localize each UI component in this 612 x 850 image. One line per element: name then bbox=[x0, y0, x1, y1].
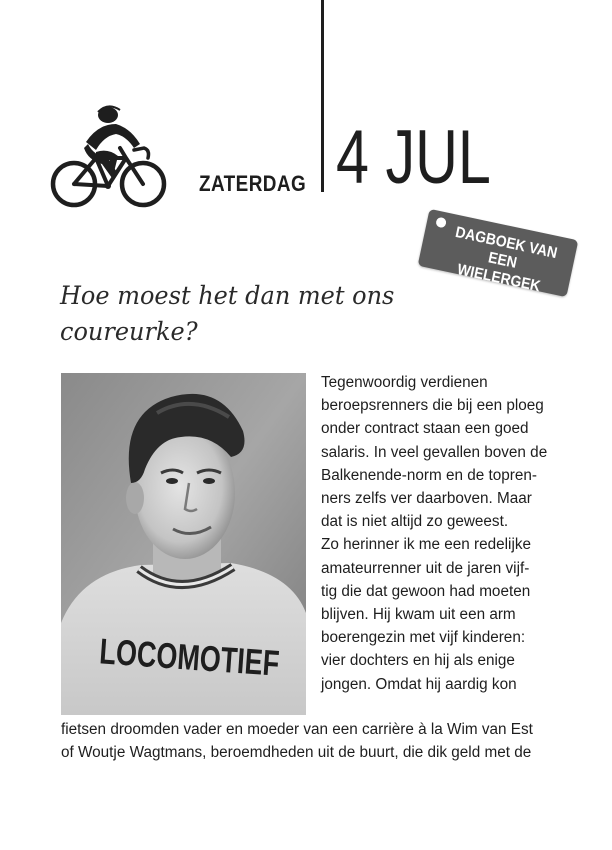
article-title: Hoe moest het dan met ons coureurke? bbox=[60, 281, 395, 346]
body-line: Tegenwoordig verdienen bbox=[321, 374, 488, 391]
body-line: blijven. Hij kwam uit een arm bbox=[321, 606, 516, 623]
body-line: amateurrenner uit de jaren vijf- bbox=[321, 559, 530, 577]
body-line: jongen. Omdat hij aardig kon bbox=[321, 675, 517, 693]
body-line: salaris. In veel gevallen boven de bbox=[321, 443, 548, 461]
body-line: ners zelfs ver daarboven. Maar bbox=[321, 490, 532, 507]
body-line: tig die dat gewoon had moeten bbox=[321, 582, 531, 600]
body-line: dat is niet altijd zo geweest. bbox=[321, 513, 509, 531]
body-line: vier dochters en hij als enige bbox=[321, 652, 515, 670]
body-line: of Woutje Wagtmans, beroemdheden uit de buurt, die dik geld met de bbox=[61, 744, 532, 762]
body-line: onder contract staan een goed bbox=[321, 420, 529, 438]
jersey-text: LOCOMOTIEF bbox=[98, 630, 341, 688]
body-line: boerengezin met vijf kinderen: bbox=[321, 629, 526, 647]
body-line: beroepsrenners die bij een ploeg bbox=[321, 397, 544, 415]
cyclist-icon bbox=[48, 100, 168, 210]
cyclist-portrait-photo bbox=[61, 373, 341, 715]
diary-tag-text: DAGBOEK VAN EEN WIELERGEK bbox=[453, 223, 559, 296]
body-line: fietsen droomden vader en moeder van een carrière à la Wim van Est bbox=[61, 721, 533, 738]
weekday-label: ZATERDAG bbox=[199, 171, 307, 196]
divider-line bbox=[321, 0, 324, 192]
body-line: Balkenende-norm en de topren- bbox=[321, 466, 537, 484]
date-label: 4 JUL bbox=[336, 115, 491, 200]
body-line: Zo herinner ik me een redelijke bbox=[321, 536, 532, 554]
tag-hole bbox=[435, 217, 447, 229]
